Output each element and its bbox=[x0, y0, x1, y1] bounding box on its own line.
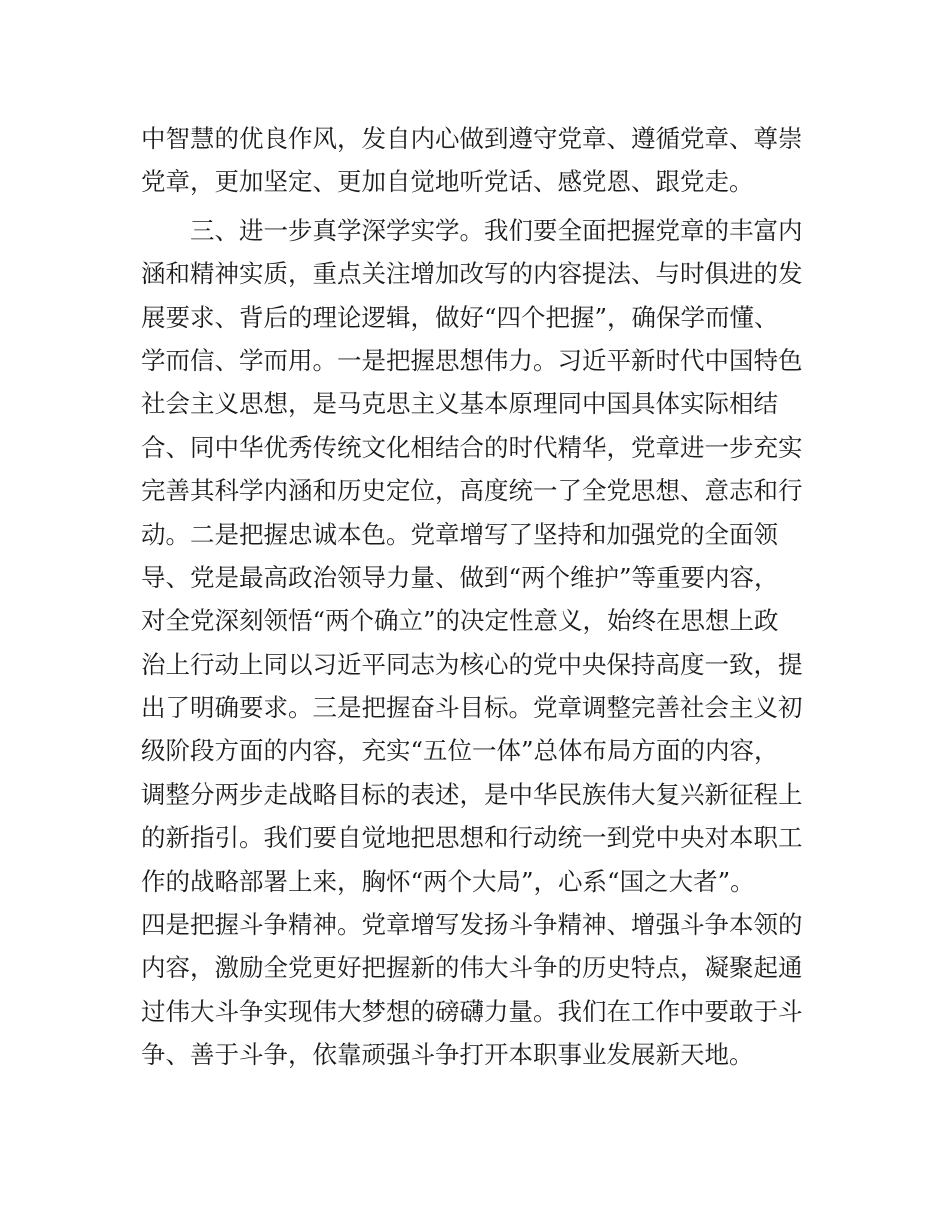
text-line: 党章，更加坚定、更加自觉地听党话、感党恩、跟党走。 bbox=[141, 167, 754, 197]
text-line: 内容，激励全党更好把握新的伟大斗争的历史特点，凝聚起通 bbox=[141, 953, 803, 983]
text-line: 合、同中华优秀传统文化相结合的时代精华，党章进一步充实 bbox=[141, 432, 803, 462]
text-line: 级阶段方面的内容，充实“五位一体”总体布局方面的内容， bbox=[141, 736, 779, 766]
text-line: 社会主义思想，是马克思主义基本原理同中国具体实际相结 bbox=[141, 389, 778, 419]
text-line: 涵和精神实质，重点关注增加改写的内容提法、与时俱进的发 bbox=[141, 259, 803, 289]
paragraph-continued bbox=[141, 117, 821, 204]
text-line: 的新指引。我们要自觉地把思想和行动统一到党中央对本职工 bbox=[141, 823, 803, 853]
text-line: 对全党深刻领悟“两个确立”的决定性意义，始终在思想上政 bbox=[141, 606, 779, 636]
text-line: 中智慧的优良作风，发自内心做到遵守党章、遵循党章、尊崇 bbox=[141, 124, 803, 153]
text-line: 四是把握斗争精神。党章增写发扬斗争精神、增强斗争本领的 bbox=[141, 910, 803, 940]
text-line: 出了明确要求。三是把握奋斗目标。党章调整完善社会主义初 bbox=[141, 693, 803, 723]
document-body bbox=[141, 117, 821, 1077]
text-line: 三、进一步真学深学实学。我们要全面把握党章的丰富内 bbox=[141, 215, 803, 245]
text-line: 治上行动上同以习近平同志为核心的党中央保持高度一致，提 bbox=[141, 649, 803, 679]
text-line: 学而信、学而用。一是把握思想伟力。习近平新时代中国特色 bbox=[141, 345, 803, 375]
text-line: 动。二是把握忠诚本色。党章增写了坚持和加强党的全面领 bbox=[141, 519, 778, 549]
text-line: 争、善于斗争，依靠顽强斗争打开本职事业发展新天地。 bbox=[141, 1040, 754, 1070]
paragraph-three bbox=[141, 209, 821, 1077]
text-line: 展要求、背后的理论逻辑，做好“四个把握”，确保学而懂、 bbox=[141, 302, 779, 332]
text-line: 作的战略部署上来，胸怀“两个大局”，心系“国之大者”。 bbox=[141, 866, 755, 896]
text-line: 完善其科学内涵和历史定位，高度统一了全党思想、意志和行 bbox=[141, 476, 803, 506]
text-line: 导、党是最高政治领导力量、做到“两个维护”等重要内容， bbox=[141, 562, 779, 592]
text-line: 调整分两步走战略目标的表述，是中华民族伟大复兴新征程上 bbox=[141, 779, 803, 809]
text-line: 过伟大斗争实现伟大梦想的磅礴力量。我们在工作中要敢于斗 bbox=[141, 996, 803, 1026]
